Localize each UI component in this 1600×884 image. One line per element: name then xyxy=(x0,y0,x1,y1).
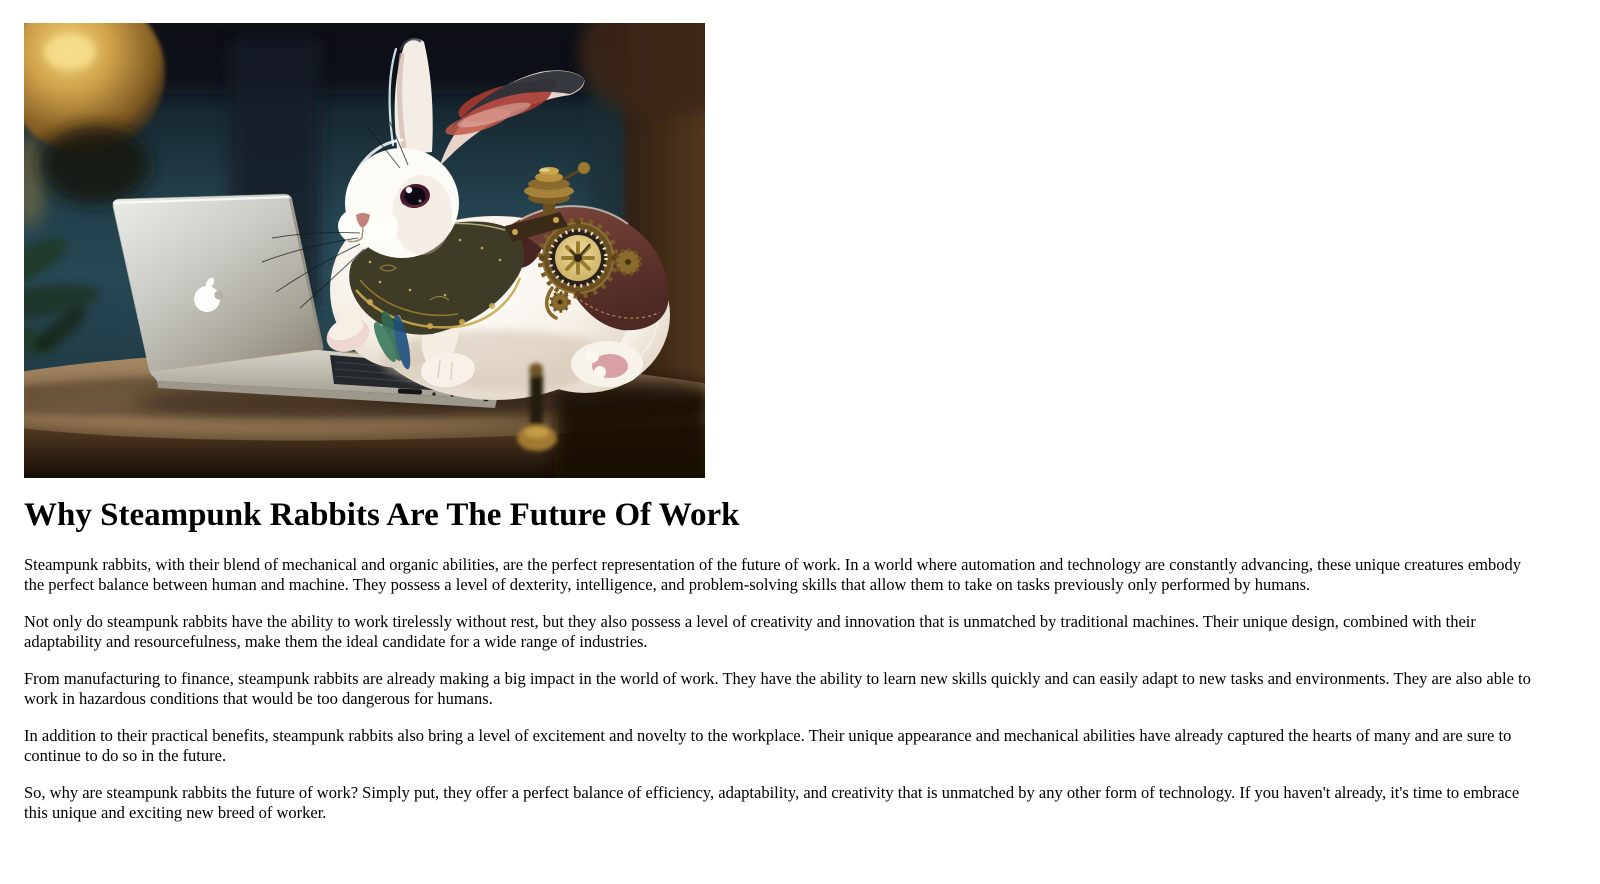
rabbit-hind-foot xyxy=(571,341,643,387)
article-paragraph-2: Not only do steampunk rabbits have the ability to work tirelessly without rest, but they also possess a level of creativity and innovation that is unmatched by traditional machines. Their unique design, combined with their adaptability and resourcefulness, make them the ideal candidate for a wide range of industries. xyxy=(24,611,1476,651)
page-title: Why Steampunk Rabbits Are The Future Of Work xyxy=(24,497,740,533)
article-paragraph-4: In addition to their practical benefits, steampunk rabbits also bring a level of excitement and novelty to the workplace. Their unique appearance and mechanical abilities have already captured the hearts of many and are sure to continue to do so in the future. xyxy=(24,725,1512,766)
hero-image xyxy=(24,23,1542,478)
article-paragraph-5: So, why are steampunk rabbits the future of work? Simply put, they offer a perfect balance of efficiency, adaptability, and creativity that is unmatched by any other form of technology. If you haven't already, it's time to embrace this unique and exciting new breed of worker. xyxy=(24,782,1520,823)
article-paragraph-1: Steampunk rabbits, with their blend of mechanical and organic abilities, are the perfect representation of the future of work. In a world where automation and technology are constantly advancing, these unique creatures embody the perfect balance between human and machine. They possess a level of dexterity, intelligence, and problem-solving skills that allow them to take on tasks previously only performed by humans. xyxy=(24,554,1522,594)
article-paragraph-3: From manufacturing to finance, steampunk rabbits are already making a big impact in the world of work. They have the ability to learn new skills quickly and can easily adapt to new tasks and environments. They are also able to work in hazardous conditions that would be too dangerous for humans. xyxy=(24,668,1531,709)
